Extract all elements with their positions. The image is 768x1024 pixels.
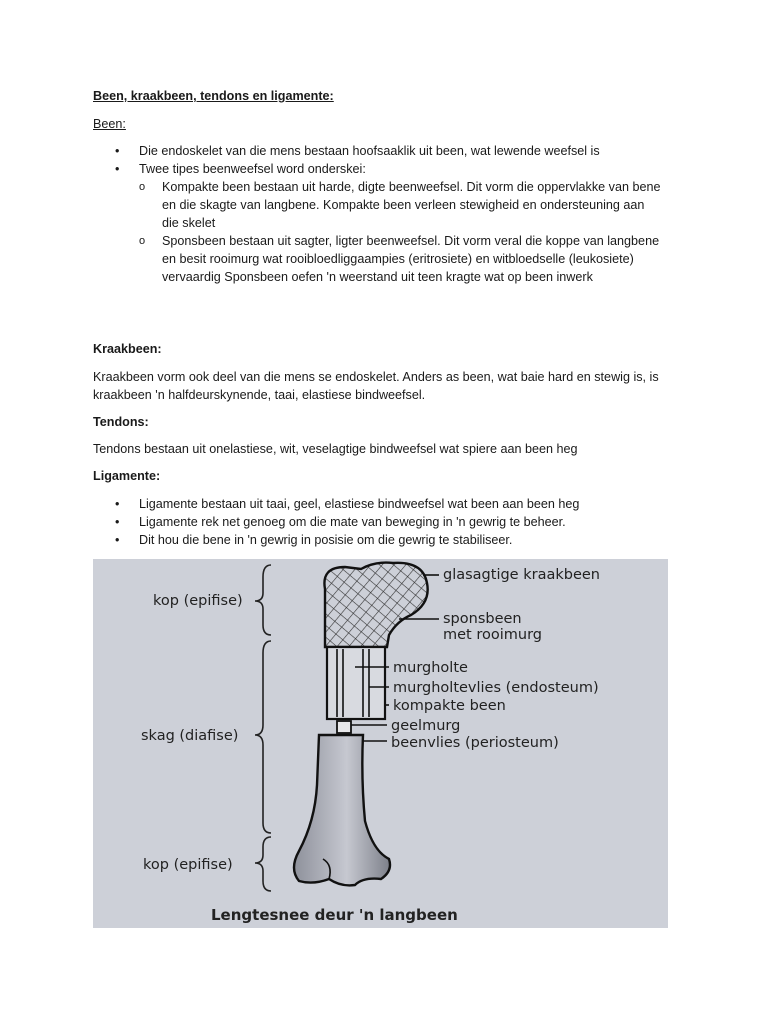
label-hyaline-cartilage: glasagtige kraakbeen xyxy=(443,567,600,583)
list-item-text: Dit hou die bene in 'n gewrig in posisie om die gewrig te stabiliseer. xyxy=(139,533,513,547)
sub-list-item xyxy=(139,232,662,286)
label-periosteum: beenvlies (periosteum) xyxy=(391,735,559,751)
been-bullet-list xyxy=(93,142,693,286)
bone-diagram xyxy=(93,559,668,928)
list-item xyxy=(93,531,693,549)
sub-list-item xyxy=(139,178,662,232)
section-heading-kraakbeen: Kraakbeen: xyxy=(93,342,162,356)
label-shaft: skag (diafise) xyxy=(141,728,239,744)
label-red-marrow: met rooimurg xyxy=(443,627,542,643)
yellow-marrow-marker xyxy=(337,721,351,733)
bullet-icon: • xyxy=(115,515,120,529)
label-head-bottom: kop (epifise) xyxy=(143,857,233,873)
label-head-top: kop (epifise) xyxy=(153,593,243,609)
label-compact-bone: kompakte been xyxy=(393,698,506,714)
bullet-icon: • xyxy=(115,162,120,176)
upper-shaft xyxy=(327,647,385,719)
brace-head-bottom xyxy=(255,837,271,891)
section-heading-ligamente: Ligamente: xyxy=(93,469,161,483)
brace-head-top xyxy=(255,565,271,635)
list-item xyxy=(93,160,693,286)
bullet-icon: • xyxy=(115,497,120,511)
sub-list-item-text: Sponsbeen bestaan uit sagter, ligter beenweefsel. Dit vorm veral die koppe van langbene en besit rooimurg wat rooibloedliggaampies (eritrosiete) en witbloedselle (leukosiete) vervaardig Sponsbeen oefen 'n weerstand uit teen kragte wat op been inwerk xyxy=(162,234,660,284)
bullet-icon: • xyxy=(115,533,120,547)
list-item-text: Twee tipes beenweefsel word onderskei: xyxy=(139,162,366,176)
list-item-text: Ligamente bestaan uit taai, geel, elastiese bindweefsel wat been aan been heg xyxy=(139,497,580,511)
label-marrow-cavity: murgholte xyxy=(393,660,468,676)
been-sub-list xyxy=(139,178,693,286)
paragraph-tendons: Tendons bestaan uit onelastiese, wit, veselagtige bindweefsel wat spiere aan been heg xyxy=(93,442,578,456)
list-item-text: Ligamente rek net genoeg om die mate van beweging in 'n gewrig te beheer. xyxy=(139,515,566,529)
brace-shaft xyxy=(255,641,271,833)
bullet-icon: • xyxy=(115,144,120,158)
label-spongy-bone: sponsbeen xyxy=(443,611,522,627)
paragraph-kraakbeen: Kraakbeen vorm ook deel van die mens se endoskelet. Anders as been, wat baie hard en stewig is, is kraakbeen 'n halfdeurskynende, taai, elastiese bindweefsel. xyxy=(93,370,659,402)
circle-bullet-icon: o xyxy=(139,181,146,193)
figure-caption: Lengtesnee deur 'n langbeen xyxy=(211,906,458,924)
lower-bone xyxy=(294,735,390,885)
section-heading-tendons: Tendons: xyxy=(93,415,149,429)
label-endosteum: murgholtevlies (endosteum) xyxy=(393,680,599,696)
label-yellow-marrow: geelmurg xyxy=(391,718,461,734)
document-title: Been, kraakbeen, tendons en ligamente: xyxy=(93,89,334,103)
list-item xyxy=(93,495,693,513)
circle-bullet-icon: o xyxy=(139,235,146,247)
sub-list-item-text: Kompakte been bestaan uit harde, digte beenweefsel. Dit vorm die oppervlakke van bene en die skagte van langbene. Kompakte been verleen stewigheid en ondersteuning aan die skelet xyxy=(162,180,661,230)
list-item xyxy=(93,142,693,160)
list-item-text: Die endoskelet van die mens bestaan hoofsaaklik uit been, wat lewende weefsel is xyxy=(139,144,600,158)
list-item xyxy=(93,513,693,531)
bone-diagram-figure xyxy=(93,559,668,928)
section-heading-been: Been: xyxy=(93,117,126,131)
upper-head-outline xyxy=(324,563,427,647)
ligamente-bullet-list xyxy=(93,495,693,549)
